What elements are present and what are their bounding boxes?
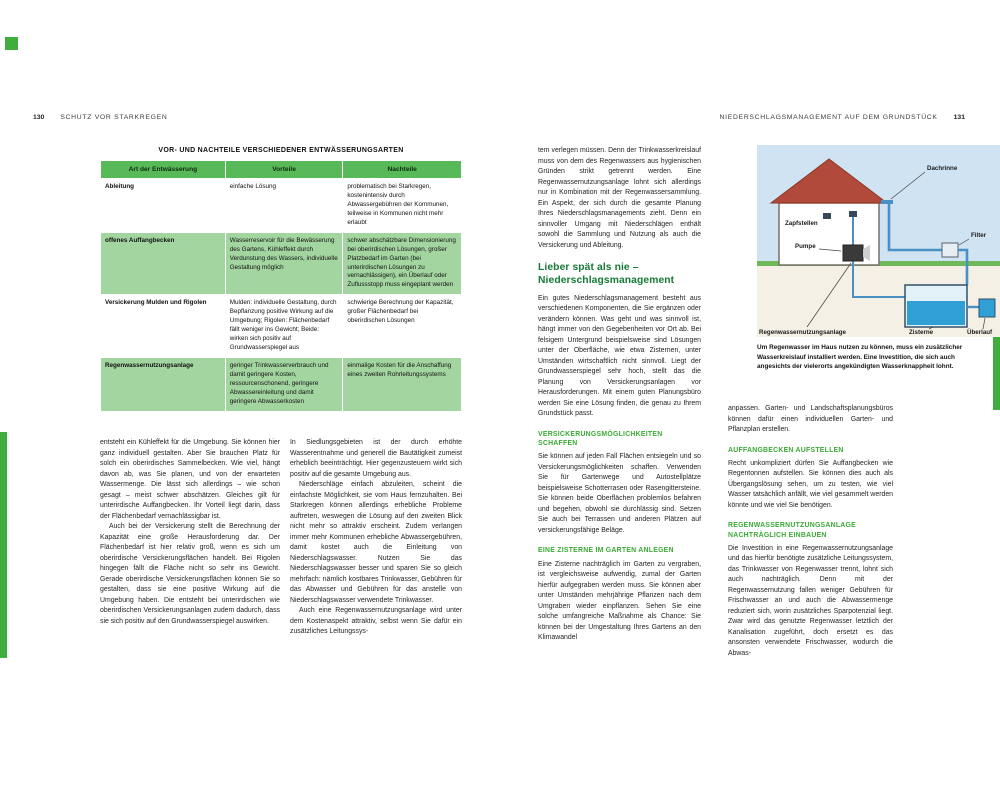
paragraph: entsteht ein Kühleffekt für die Umgebung. Sie können hier ganz individuell gestalten. Aber Sie brauchen Platz für solch ein oberirdisches Sammelbecken. Wie viel, hängt davon ab, was Sie planen, und von der erwarteten Wassermenge. Die lässt sich allerdings – wie schon gesagt – meist schwer abschätzen. Gleiches gilt für unterirdische Auffangbecken. Ihr Vorteil liegt darin, dass der Flächenbedarf vernachlässigbar ist. [100,439,280,520]
page-number-left: 130 [33,114,45,121]
subheading-auffangbecken: AUFFANGBECKEN AUFSTELLEN [728,446,844,454]
paragraph: tem verlegen müssen. Denn der Trinkwasserkreislauf muss von dem des Regenwassers aus hygienischen Gründen strikt getrennt werden. Eine Regenwassernutzungsanlage lohnt sich allerdings nur in Kombination mit der Regenwassersammlung. Ein Aspekt, der sich durch die gesamte Planung Ihres Niederschlagsmanagements zieht. Denn ein sinnvoller Umgang mit Niederschlägen enthält sowohl die Sammlung und Nutzung als auch die Versickerung und Ableitung. [538,147,701,249]
paragraph: Eine Zisterne nachträglich im Garten zu vergraben, ist vergleichsweise aufwendig, zumal der Garten hierfür aufgegraben werden muss. Sie können aber unter Umständen mehrjährige Pflanzen nach dem Umgraben wieder einpflanzen. Sehen Sie eine solche umfangreiche Maßnahme als Chance: Sie können bei der Umgestaltung Ihres Gartens an den Klimawandel [538,560,701,642]
paragraph: anpassen. Garten- und Landschaftsplanungsbüros können dafür einen individuellen Garten- und Pflanzplan erstellen. [728,405,893,433]
cell-art: Versickerung Mulden und Rigolen [101,295,226,358]
cell-vorteile: Mulden: individuelle Gestaltung, durch Bepflanzung positive Wirkung auf die Umgebung; Rigolen: Flächenbedarf fällt weniger ins Gewicht; Beide: wirken sich positiv auf Grundwasserspiegel aus [225,295,343,358]
paragraph: Die Investition in eine Regenwassernutzungsanlage und das hierfür benötigte zusätzliche Leitungssystem, das Trinkwasser von Regenwasser trennt, lohnt sich auch nachträglich. Denn mit der Regenwassernutzung fallen weniger Gebühren für Frischwasser an und auch die Abwassermenge reduziert sich, worin zusätzliches Sparpotenzial liegt. Zwar wird das genutzte Regenwasser letztlich der Kanalisation zugeführt, doch ersetzt es das ansonsten verwendete Frischwasser, wodurch die Abwas- [728,544,893,657]
section-heading-niederschlagsmanagement: Lieber spät als nie – Niederschlagsmanagement [538,262,675,286]
drainage-table [100,160,462,412]
cistern-water [907,301,965,325]
subheading-versickerungsmoeglichkeiten: VERSICKERUNGSMÖGLICHKEITEN SCHAFFEN [538,430,663,448]
left-page-column-1 [100,438,280,627]
paragraph: Niederschläge einfach abzuleiten, scheint die einfachste Möglichkeit, sie vom Haus fernzuhalten. Bei Starkregen können allerdings erhebliche Probleme auftreten, weswegen die Lösung auf den zweiten Blick nicht mehr so attraktiv erscheint. Zudem verlangen immer mehr Kommunen erhebliche Abwassergebühren, damit kostet auch die Einleitung von Niederschlagswasser. Nutzen Sie das Niederschlagswasser besser und sparen Sie so gleich mehrfach: nämlich kostbares Trinkwasser, Gebühren für das Abwasser und Gebühren für das anstelle von Niederschlagswasser verwendete Trinkwasser. [290,481,462,604]
table-title: VOR- UND NACHTEILE VERSCHIEDENER ENTWÄSSERUNGSARTEN [158,147,404,154]
label-filter: Filter [971,232,987,239]
paragraph: Auch eine Regenwassernutzungsanlage wird unter dem Kostenaspekt attraktiv, selbst wenn Sie dafür ein zusätzliches Leitungssys- [290,607,462,635]
cell-vorteile: geringer Trinkwasserverbrauch und damit geringere Kosten, ressourcenschonend, geringere Abwassereinleitung und damit geringere Abwasserkosten [225,357,343,411]
cell-art: Regenwassernutzungsanlage [101,357,226,411]
cell-art: Ableitung [101,179,226,233]
paragraph: In Siedlungsgebieten ist der durch erhöhte Wasserentnahme und generell die Bautätigkeit zumeist erheblich beeinträchtigt. Hier gegenzusteuern wirkt sich positiv auf die gesamte Umgebung aus. [290,439,462,478]
running-head-right [720,114,965,121]
label-ueberlauf: Überlauf [967,329,993,336]
paragraph: Auch bei der Versickerung stellt die Berechnung der Kapazität eine große Herausforderung dar. Der Flächenbedarf ist hier relativ groß, wenn es sich um oberirdische Versickerungsflächen handelt. Bei Rigolen hingegen fällt die Fläche nicht so sehr ins Gewicht. Gerade oberirdische Versickerungsflächen können Sie so gestalten, dass sie eine positive Wirkung auf die Umgebung haben. Die entsteht bei unterirdischen wie oberirdischen Versickerungsanlagen zudem dadurch, dass sie sich positiv auf den Grundwasserspiegel auswirken. [100,523,280,625]
cell-vorteile: Wasserreservoir für die Bewässerung des Gartens, Kühleffekt durch Verdunstung des Wassers, individuelle Gestaltung möglich [225,232,343,295]
overflow-box [979,299,995,317]
label-dachrinne: Dachrinne [927,165,958,172]
cell-nachteile: schwer abschätzbare Dimensionierung bei oberirdischen Lösungen, großer Platzbedarf im Garten (bei unterirdischen Lösungen zu vernachlässigen), ein Überlauf oder Zuflussstopp muss eingeplant werden [343,232,462,295]
subheading-zisterne: EINE ZISTERNE IM GARTEN ANLEGEN [538,547,674,555]
right-page-column-2 [728,404,893,659]
cell-nachteile: einmalige Kosten für die Anschaffung eines zweiten Rohrleitungssystems [343,357,462,411]
table-row [101,232,462,295]
table-row [101,295,462,358]
pump-box [843,245,863,261]
gutter [881,200,893,204]
col-header-vorteile: Vorteile [225,161,343,179]
paragraph: Recht unkompliziert dürfen Sie Auffangbecken wie Regentonnen aufstellen. Sie können dies auch als Übergangslösung sehen, um zu testen, wie viel Wasser tatsächlich anfällt, wie viel gesammelt werden könnte und wie viel Sie benötigen. [728,459,893,509]
cell-nachteile: problematisch bei Starkregen, kostenintensiv durch Abwassergebühren der Kommunen, teilweise in Kommunen nicht mehr erlaubt [343,179,462,233]
subheading-regenwassernutzungsanlage: REGENWASSERNUTZUNGSANLAGE NACHTRÄGLICH EINBAUEN [728,522,856,539]
diagram-caption: Um Regenwasser im Haus nutzen zu können, muss ein zusätzlicher Wasserkreislauf installiert werden. Eine Investition, die sich auch angesichts der vielerorts angekündigten Wasserknappheit lohnt. [757,344,963,371]
chapter-marker-square [5,37,18,50]
label-pumpe: Pumpe [795,243,816,250]
drainage-table-block [100,147,462,412]
left-edge-tab [0,432,7,658]
running-head-left [33,114,167,121]
label-zapfstellen: Zapfstellen [785,220,818,227]
cell-nachteile: schwierige Berechnung der Kapazität, großer Flächenbedarf bei oberirdischen Lösungen [343,295,462,358]
paragraph: Ein gutes Niederschlagsmanagement besteht aus verschiedenen Komponenten, die Sie ergänzen oder verändern können. Was geht und was sinnvoll ist, hängt immer von den Gegebenheiten vor Ort ab. Bei felsigem Untergrund beispielsweise sind Lösungen unter der Oberfläche, wie etwa Zisternen, unter Umständen wirtschaftlich nicht sinnvoll. Liegt der Grundwasserspiegel sehr hoch, stellt das die Planung von Versickerungsanlagen vor Herausforderungen. Mit einem guten Planungsbüro werden Sie eine Lösung finden, die genau zu Ihrem Grundstück passt. [538,294,701,418]
filter-box [942,243,958,257]
left-page-column-2 [290,438,462,638]
running-head-left-title: SCHUTZ VOR STARKREGEN [60,114,168,121]
label-regenwassernutzungsanlage: Regenwassernutzungsanlage [759,329,846,336]
cell-art: offenes Auffangbecken [101,232,226,295]
table-header-row [101,161,462,179]
tap [823,213,831,219]
label-zisterne: Zisterne [909,329,934,336]
rainwater-system-diagram [757,145,1000,337]
col-header-nachteile: Nachteile [343,161,462,179]
right-page-column-1 [538,146,701,644]
table-row [101,357,462,411]
tap [849,211,857,217]
page-number-right: 131 [953,114,965,121]
col-header-art: Art der Entwässerung [101,161,226,179]
running-head-right-title: NIEDERSCHLAGSMANAGEMENT AUF DEM GRUNDSTÜCK [719,114,938,121]
table-row [101,179,462,233]
cell-vorteile: einfache Lösung [225,179,343,233]
paragraph: Sie können auf jeden Fall Flächen entsiegeln und so Versickerungsmöglichkeiten schaffen. Verwenden Sie für Gartenwege und Autostellplätze beispielsweise Schotterrasen oder Rasengittersteine. Sie können beide Oberflächen problemlos befahren und begehen, obwohl sie durchlässig sind. Setzen Sie auch bei Terrassen und anderen Plätzen auf versickerungsfähige Beläge. [538,453,701,534]
